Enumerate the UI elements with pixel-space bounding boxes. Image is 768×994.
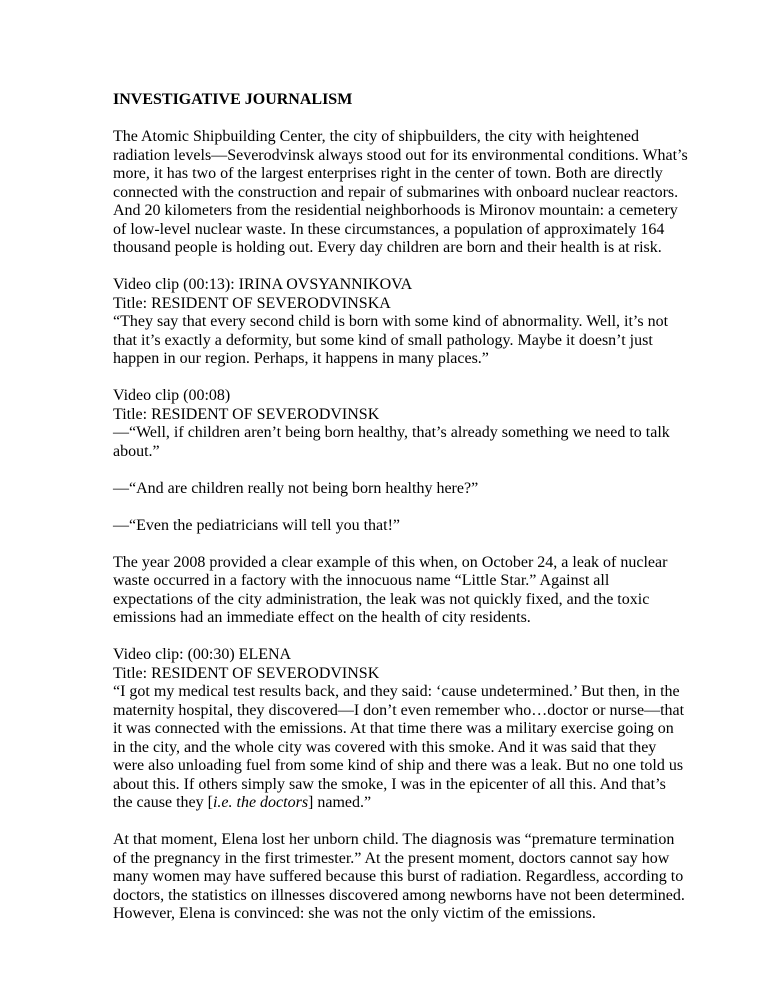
text-line: doctors, the statistics on illnesses discovered among newborns have not been determined.	[113, 886, 685, 904]
text-line: expectations of the city administration, the leak was not quickly fixed, and the toxic	[113, 590, 650, 608]
text-line	[113, 794, 693, 813]
text-line: waste occurred in a factory with the innocuous name “Little Star.” Against all	[113, 572, 610, 589]
text-segment: ] named.”	[308, 794, 372, 811]
paragraph-spacer	[113, 535, 693, 554]
text-line: happen in our region. Perhaps, it happens in many places.”	[113, 350, 489, 367]
text-line: of the pregnancy in the first trimester.” At the present moment, doctors cannot say how	[113, 849, 670, 867]
text-line: more, it has two of the largest enterprises right in the center of town. Both are directly	[113, 165, 663, 182]
paragraph-spacer	[113, 628, 693, 647]
text-line: about this. If others simply saw the smoke, I was in the epicenter of all this. And that’s	[113, 775, 666, 793]
paragraph	[113, 646, 693, 813]
text-line: Video clip (00:13): IRINA OVSYANNIKOVA	[113, 276, 413, 293]
paragraph-spacer	[113, 461, 693, 480]
text-line: However, Elena is convinced: she was not the only victim of the emissions.	[113, 905, 596, 922]
paragraph-spacer	[113, 258, 693, 277]
text-line: Title: RESIDENT OF SEVERODVINSKA	[113, 294, 391, 312]
text-line: —“Even the pediatricians will tell you that!”	[113, 516, 401, 534]
text-line: The year 2008 provided a clear example of this when, on October 24, a leak of nuclear	[113, 553, 668, 571]
text-line: it was connected with the emissions. At that time there was a military exercise going on	[113, 720, 674, 737]
paragraph	[113, 554, 693, 628]
text-line: of low-level nuclear waste. In these circumstances, a population of approximately 164	[113, 220, 665, 238]
paragraph-spacer	[113, 369, 693, 388]
text-line: were also unloading fuel from some kind of ship and there was a leak. But no one told us	[113, 757, 684, 774]
paragraph	[113, 276, 693, 369]
paragraph	[113, 831, 693, 924]
paragraph-spacer	[113, 498, 693, 517]
text-line: “They say that every second child is born with some kind of abnormality. Well, it’s not	[113, 313, 669, 330]
text-line: emissions had an immediate effect on the health of city residents.	[113, 609, 531, 626]
paragraph-spacer	[113, 110, 693, 129]
text-line: thousand people is holding out. Every day children are born and their health is at risk.	[113, 239, 662, 256]
text-line: radiation levels—Severodvinsk always stood out for its environmental conditions. What’s	[113, 146, 688, 164]
text-line: in the city, and the whole city was covered with this smoke. And it was said that they	[113, 738, 657, 756]
paragraph	[113, 387, 693, 461]
document-title: INVESTIGATIVE JOURNALISM	[113, 91, 353, 108]
text-segment: the cause they [	[113, 794, 213, 811]
text-line: At that moment, Elena lost her unborn child. The diagnosis was “premature termination	[113, 831, 675, 848]
text-line: The Atomic Shipbuilding Center, the city of shipbuilders, the city with heightened	[113, 128, 639, 145]
text-line: And 20 kilometers from the residential neighborhoods is Mironov mountain: a cemetery	[113, 202, 678, 219]
paragraph	[113, 128, 693, 258]
text-line: that it’s exactly a deformity, but some kind of small pathology. Maybe it doesn’t just	[113, 331, 653, 349]
paragraph	[113, 480, 693, 499]
text-line: about.”	[113, 442, 160, 460]
italic-text: i.e. the doctors	[212, 794, 309, 811]
document-body	[113, 91, 693, 924]
text-line: —“Well, if children aren’t being born healthy, that’s already something we need to talk	[113, 424, 670, 441]
paragraph	[113, 517, 693, 536]
text-line: connected with the construction and repair of submarines with onboard nuclear reactors.	[113, 183, 679, 201]
text-line: “I got my medical test results back, and they said: ‘cause undetermined.’ But then, in the	[113, 683, 680, 700]
text-line: maternity hospital, they discovered—I don’t even remember who…doctor or nurse—that	[113, 701, 685, 719]
text-line: Video clip: (00:30) ELENA	[113, 646, 292, 663]
text-line: Title: RESIDENT OF SEVERODVINSK	[113, 664, 380, 682]
text-line: —“And are children really not being born healthy here?”	[113, 479, 479, 497]
text-line: Title: RESIDENT OF SEVERODVINSK	[113, 405, 380, 423]
text-line: many women may have suffered because this burst of radiation. Regardless, according to	[113, 868, 684, 885]
text-line: Video clip (00:08)	[113, 387, 231, 404]
paragraph-spacer	[113, 813, 693, 832]
